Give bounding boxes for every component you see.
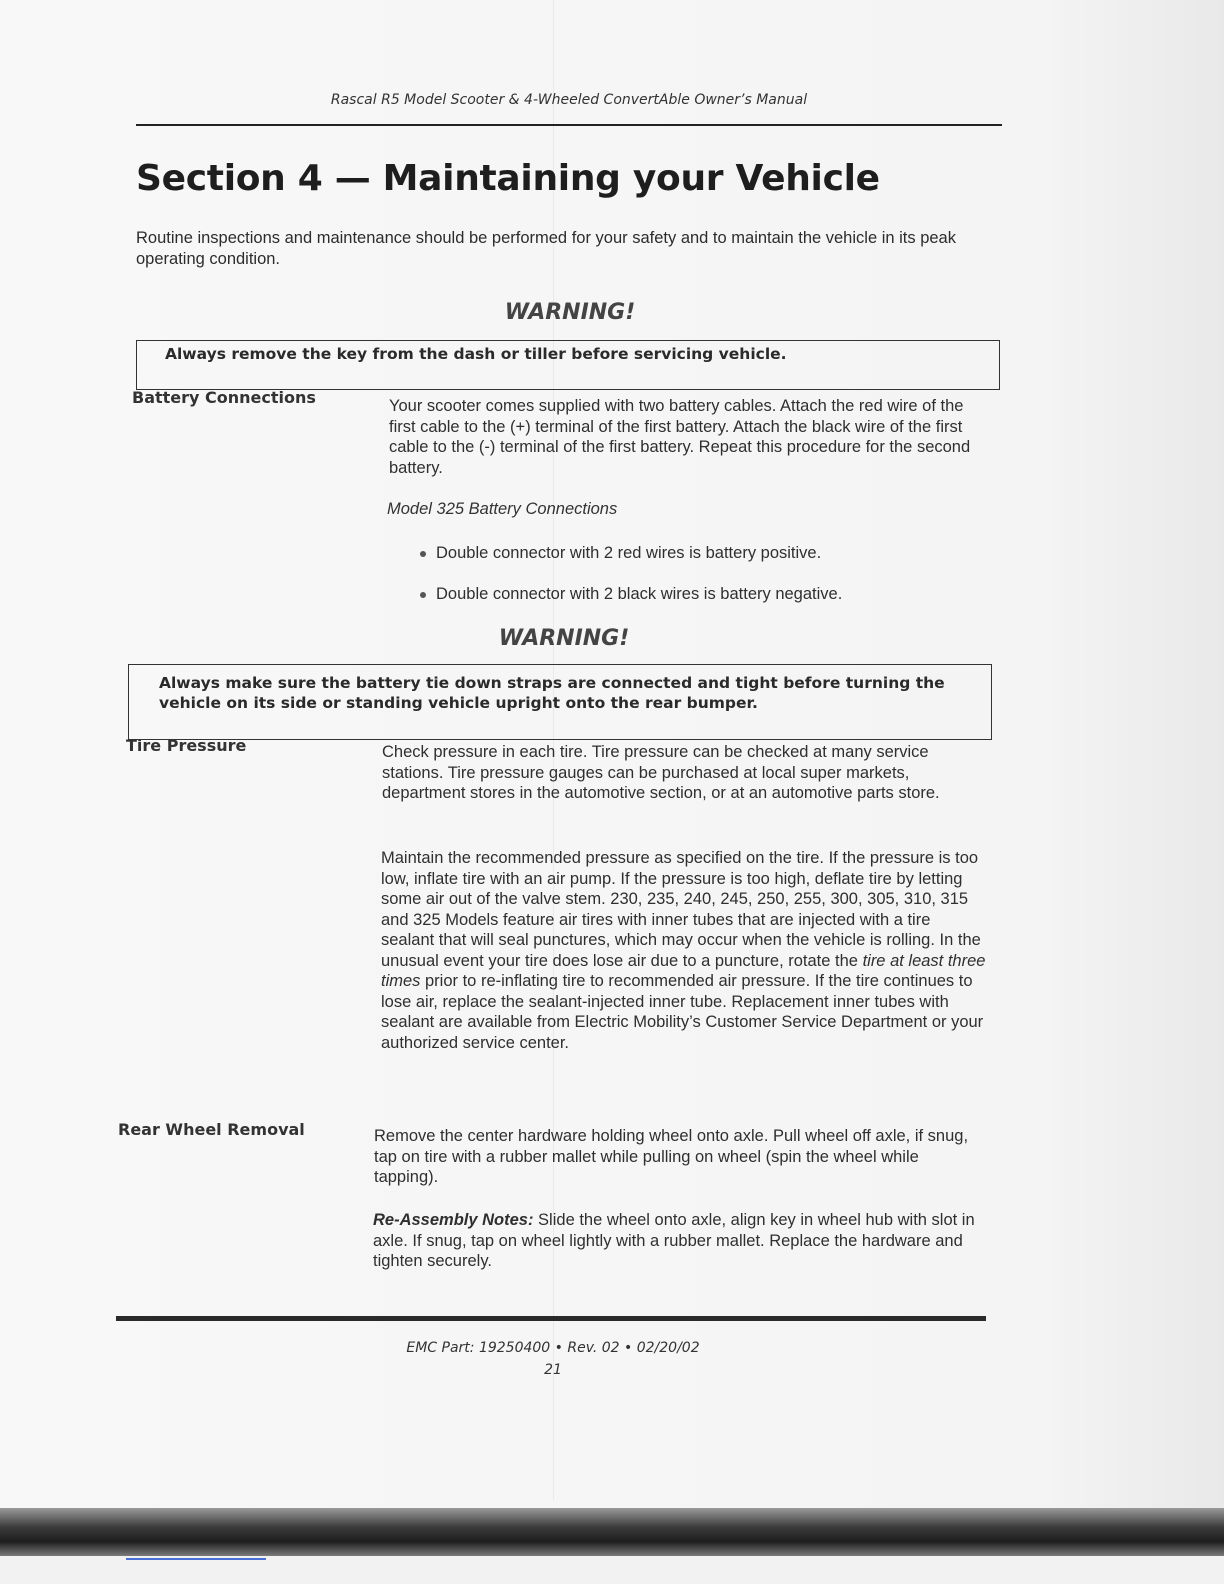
warning-box-1 [136,340,1000,390]
page-number: 21 [544,1362,562,1378]
running-header: Rascal R5 Model Scooter & 4-Wheeled ConvertAble Owner’s Manual [330,92,808,108]
tire-pressure-para-2: Maintain the recommended pressure as specified on the tire. If the pressure is too low, inflate tire with an air pump. If the pressure is too high, deflate tire by letting some air out of the valve stem. 230, 235, 240, 245, 250, 255, 300, 305, 310, 315 and 325 Models feature air tires with inner tubes that are injected with a tire sealant that will seal punctures, which may occur when the vehicle is rolling. In the unusual event your tire does lose air due to a puncture, rotate the tire at least three times prior to re-inflating tire to recommended air pressure. If the tire continues to lose air, replace the sealant-injected inner tube. Replacement inner tubes with sealant are available from Electric Mobility’s Customer Service Department or your authorized service center. [381,849,986,1052]
footer-part-info: EMC Part: 19250400 • Rev. 02 • 02/20/02 [406,1340,700,1356]
footer-rule [116,1316,986,1321]
tire-pressure-para-1: Check pressure in each tire. Tire pressure can be checked at many service stations. Tire pressure gauges can be purchased at local super markets, department stores in the automotive section, or at an automotive parts store. [382,743,940,802]
battery-bullet: Double connector with 2 red wires is battery positive. [420,544,821,563]
warning-text-1: Always remove the key from the dash or tiller before servicing vehicle. [165,345,787,363]
intro-paragraph: Routine inspections and maintenance should be performed for your safety and to maintain the vehicle in its peak operating condition. [136,229,956,268]
rear-wheel-removal-text: Remove the center hardware holding wheel onto axle. Pull wheel off axle, if snug, tap on tire with a rubber mallet while pulling on wheel (spin the wheel while tapping). [374,1127,969,1186]
warning-text-2: Always make sure the battery tie down straps are connected and tight before turning the vehicle on its side or standing vehicle upright onto the rear bumper. [159,674,945,712]
battery-bullet: Double connector with 2 black wires is battery negative. [420,585,842,604]
model-325-subhead: Model 325 Battery Connections [387,500,618,518]
warning-heading-2: WARNING! [498,626,630,651]
re-assembly-notes-label: Re-Assembly Notes: [373,1211,534,1229]
warning-box-2 [128,664,992,740]
rear-wheel-removal-label: Rear Wheel Removal [118,1120,305,1139]
battery-connections-text: Your scooter comes supplied with two battery cables. Attach the red wire of the first cable to the (+) terminal of the first battery. Attach the black wire of the first cable to the (-) terminal of the first battery. Repeat this procedure for the second battery. [389,397,971,477]
scan-bottom-margin [0,1556,1224,1584]
battery-connections-label: Battery Connections [132,388,316,407]
header-rule [136,124,1002,126]
tire-pressure-label: Tire Pressure [126,736,247,755]
section-title: Section 4 — Maintaining your Vehicle [136,158,880,199]
bullet-dot-icon [420,592,426,598]
scan-artifact-line [126,1558,266,1560]
warning-heading-1: WARNING! [504,300,636,325]
scan-edge-shadow [0,1508,1224,1556]
bullet-dot-icon [420,551,426,557]
re-assembly-notes: Re-Assembly Notes: Slide the wheel onto axle, align key in wheel hub with slot in axle. If snug, tap on wheel lightly with a rubber mallet. Replace the hardware and tighten securely. [373,1211,975,1270]
